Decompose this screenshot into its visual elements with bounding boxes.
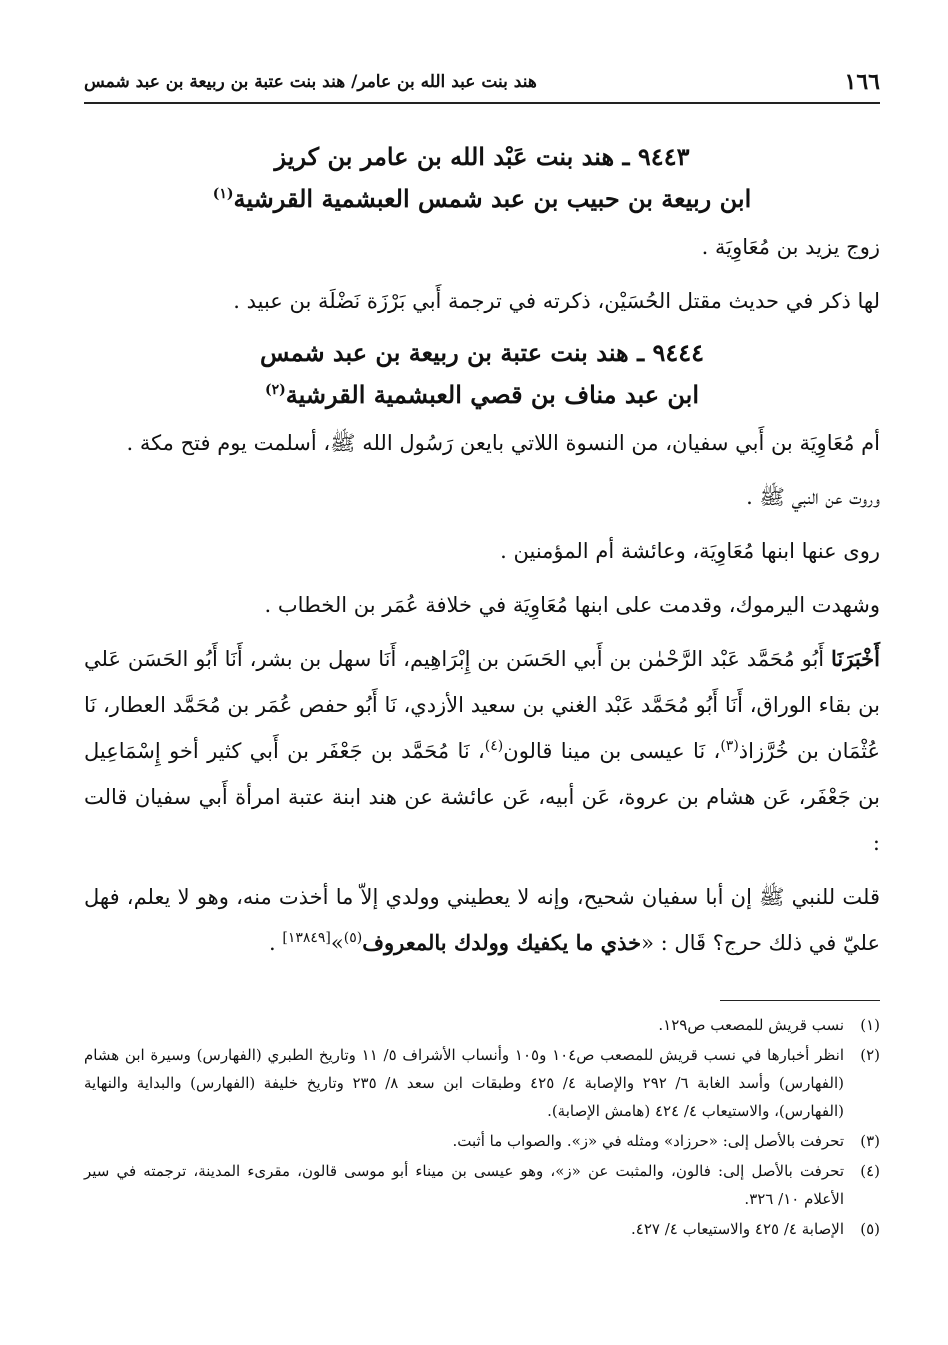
footnote-number: (٥): [860, 1220, 880, 1238]
entry-heading-9443: [84, 136, 880, 220]
footnote-text: تحرفت بالأصل إلى: فالون، والمثبت عن «ز»، وهو عيسى بن ميناء أبو موسى قالون، مقرىء المدينة، ترجمته في سير الأعلام ١٠/ ٣٢٦.: [84, 1162, 844, 1208]
footnote-ref[interactable]: (١): [212, 186, 234, 202]
footnote: [84, 1215, 880, 1243]
entry-title-line2: [84, 178, 880, 220]
main-text: [84, 130, 880, 974]
footnote-divider: [720, 1000, 880, 1001]
footnote-ref[interactable]: (٣): [720, 738, 739, 754]
page-header: [84, 62, 880, 104]
footnote-text: الإصابة ٤/ ٤٢٥ والاستيعاب ٤/ ٤٢٧.: [631, 1220, 844, 1238]
isnad-text: ، نَا مُحَمَّد بن جَعْفَر بن أَبي كثير أخو إِسْمَاعِيل بن جَعْفَر، عَن هشام بن عروة، عَن أبيه، عَن عائشة عن هند ابنة عتبة امرأة أَبي سفيان قالت :: [84, 739, 880, 855]
isnad-paragraph: [84, 636, 880, 866]
hadith-paragraph: [84, 874, 880, 966]
footnote-text: تحرفت بالأصل إلى: «حرزاد» ومثله في «ز». والصواب ما أثبت.: [452, 1132, 844, 1150]
entry-title-text: ابن ربيعة بن حبيب بن عبد شمس العبشمية القرشية: [233, 184, 752, 213]
entry-title-text: ابن عبد مناف بن قصي العبشمية القرشية: [285, 380, 699, 409]
footnote-number: (٣): [860, 1132, 880, 1150]
hadith-text: قلت للنبي ﷺ إن أبا سفيان شحيح، وإنه لا يعطيني وولدي إلاّ ما أخذت منه، وهو لا يعلم، فهل عليّ في ذلك حرج؟ قَال : «: [84, 885, 880, 955]
footnote-text: انظر أخبارها في نسب قريش للمصعب ص١٠٤ و١٠٥ وأنساب الأشراف ٥/ ١١ وتاريخ الطبري (الفهارس) وسيرة ابن هشام (الفهارس) وأسد الغابة ٦/ ٢٩٢ والإصابة ٤/ ٤٢٥ وطبقات ابن سعد ٨/ ٢٣٥ وتاريخ خليفة (الفهارس) والبداية والنهاية (الفهارس)، والاستيعاب ٤/ ٤٢٤ (هامش الإصابة).: [84, 1046, 844, 1120]
entry-title-line2: [84, 374, 880, 416]
paragraph: روى عنها ابنها مُعَاوِيَة، وعائشة أم المؤمنين .: [500, 539, 880, 563]
isnad-text: ، نَا عيسى بن مينا قالون: [503, 739, 721, 763]
page-number: ١٦٦: [844, 69, 880, 95]
paragraph: زوج يزيد بن مُعَاوِيَة .: [701, 235, 880, 259]
paragraph: لها ذكر في حديث مقتل الحُسَيْن، ذكرته في ترجمة أَبي بَرْزَة نَضْلَة بن عبيد .: [233, 289, 880, 313]
footnotes: [84, 1000, 880, 1245]
paragraph: وشهدت اليرموك، وقدمت على ابنها مُعَاوِيَة في خلافة عُمَر بن الخطاب .: [264, 593, 880, 617]
paragraph: أم مُعَاوِيَة بن أَبي سفيان، من النسوة اللاتي بايعن رَسُول الله ﷺ، أسلمت يوم فتح مكة .: [126, 431, 880, 455]
entry-heading-9444: [84, 332, 880, 416]
footnote: [84, 1041, 880, 1125]
hadith-bold-text: خذي ما يكفيك وولدك بالمعروف: [362, 930, 642, 955]
footnote-text: نسب قريش للمصعب ص١٢٩.: [658, 1016, 844, 1034]
footnote-ref[interactable]: (٤): [484, 738, 504, 754]
footnote-number: (٢): [860, 1046, 880, 1064]
entry-title-line1: ٩٤٤٤ ـ هند بنت عتبة بن ربيعة بن عبد شمس: [259, 338, 705, 367]
paragraph: وروت عن النبي ﷺ .: [746, 485, 880, 509]
hadith-quote-close: »: [330, 931, 344, 955]
footnote: [84, 1157, 880, 1213]
hadith-reference-number: [١٣٨٤٩]: [282, 930, 331, 946]
isnad-text: أَبُو مُحَمَّد عَبْد الرَّحْمٰن بن أَبي الحَسَن بن إِبْرَاهِيم، أَنَا سهل بن بشر، أَنَا أَبُو الحَسَن عَلي بن بقاء الوراق، أَنَا أَبُو مُحَمَّد عَبْد الغني بن سعيد الأزدي، نَا أَبُو حفص عُمَر بن مُحَمَّد العطار، نَا عُثْمَان بن خُرَّزاذ: [84, 647, 880, 763]
entry-title-line1: ٩٤٤٣ ـ هند بنت عَبْد الله بن عامر بن كريز: [274, 142, 690, 171]
hadith-end: .: [268, 931, 283, 955]
footnote-ref[interactable]: (٥): [343, 930, 363, 946]
footnote-ref[interactable]: (٢): [265, 382, 286, 398]
footnote-number: (٤): [860, 1162, 880, 1180]
akhbarana-word: أَخْبَرَنَا: [831, 646, 880, 671]
footnote: [84, 1127, 880, 1155]
footnote: [84, 1011, 880, 1039]
footnote-number: (١): [860, 1016, 880, 1034]
running-title: هند بنت عبد الله بن عامر/ هند بنت عتبة بن ربيعة بن عبد شمس: [84, 72, 537, 92]
